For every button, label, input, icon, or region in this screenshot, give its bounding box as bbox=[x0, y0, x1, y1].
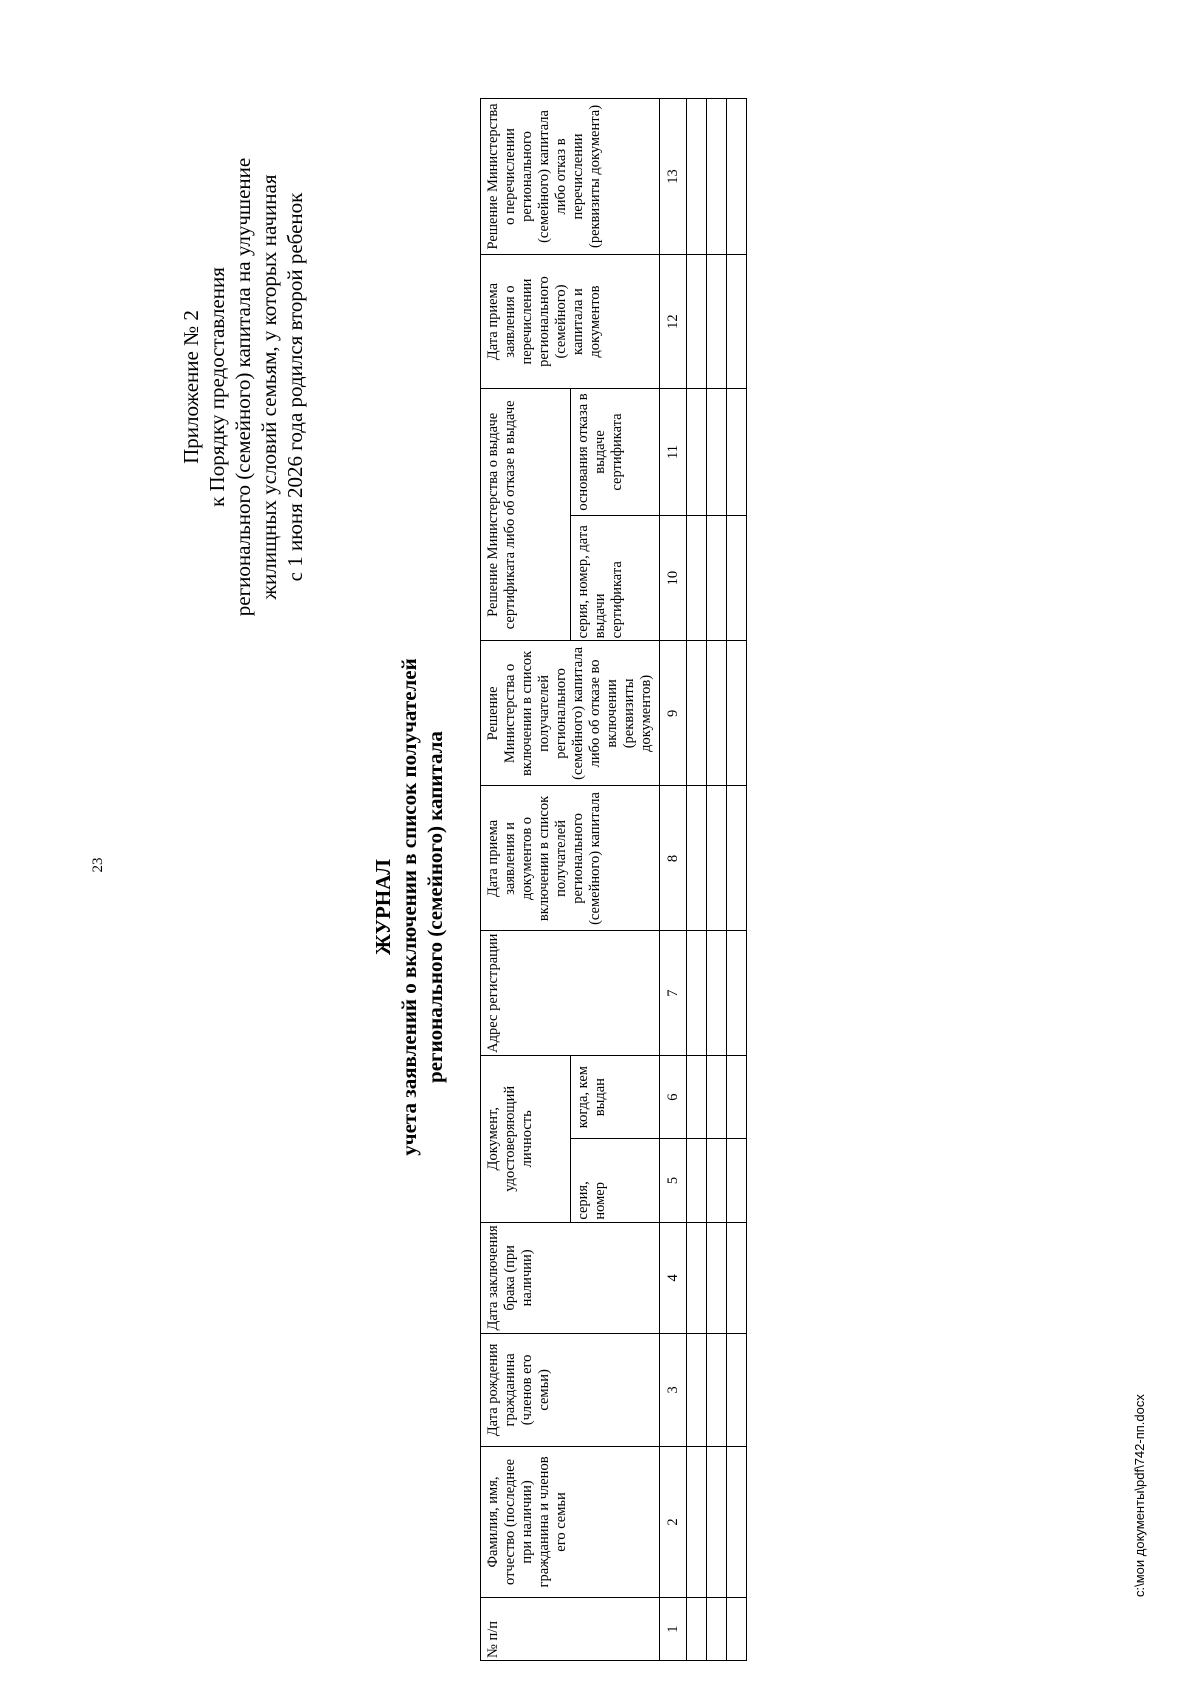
table-cell bbox=[687, 1446, 707, 1598]
table-cell bbox=[687, 1222, 707, 1333]
header-cell-birth-date: Дата рождения гражданина (членов его семьи) bbox=[481, 1334, 660, 1447]
journal-subtitle-line: регионального (семейного) капитала bbox=[423, 731, 447, 1083]
table-cell bbox=[707, 1334, 727, 1447]
column-number: 12 bbox=[660, 254, 687, 388]
table-cell bbox=[727, 641, 747, 786]
header-cell-marriage-date: Дата заключения брака (при наличии) bbox=[481, 1222, 660, 1333]
header-cell-identity-document: Документ, удостоверяющий личность bbox=[481, 1055, 571, 1222]
journal-title: ЖУРНАЛ bbox=[371, 859, 395, 955]
table-cell bbox=[687, 99, 707, 255]
table-cell bbox=[707, 786, 727, 931]
header-cell-full-name: Фамилия, имя, отчество (последнее при наличии) гражданина и членов его семьи bbox=[481, 1446, 660, 1598]
appendix-line: с 1 июня 2026 года родился второй ребенок bbox=[283, 192, 307, 582]
column-number: 9 bbox=[660, 641, 687, 786]
table-cell bbox=[687, 1055, 707, 1138]
table-cell bbox=[727, 786, 747, 931]
table-row bbox=[687, 99, 707, 1661]
table-cell bbox=[687, 389, 707, 516]
table-cell bbox=[727, 1222, 747, 1333]
header-cell-certificate-details: серия, номер, дата выдачи сертификата bbox=[570, 515, 660, 641]
table-cell bbox=[707, 99, 727, 255]
column-number: 11 bbox=[660, 389, 687, 516]
table-cell bbox=[707, 1222, 727, 1333]
journal-table bbox=[480, 98, 747, 1661]
table-cell bbox=[727, 389, 747, 516]
table-cell bbox=[707, 641, 727, 786]
table-cell bbox=[727, 1598, 747, 1661]
header-cell-certificate-decision: Решение Министерства о выдаче сертификата либо об отказе в выдаче bbox=[481, 389, 571, 641]
column-number: 13 bbox=[660, 99, 687, 255]
header-cell-inclusion-decision: Решение Министерства о включении в список получателей регионального (семейного) капитала либо об отказе во включении (реквизиты документов) bbox=[481, 641, 660, 786]
header-cell-transfer-decision: Решение Министерства о перечислении регионального (семейного) капитала либо отказ в перечислении (реквизиты документа) bbox=[481, 99, 660, 255]
table-cell bbox=[687, 1334, 707, 1447]
table-cell bbox=[727, 1334, 747, 1447]
table-row bbox=[707, 99, 727, 1661]
appendix-line: к Порядку предоставления bbox=[205, 267, 229, 507]
table-cell bbox=[687, 1598, 707, 1661]
header-cell-registration-address: Адрес регистрации bbox=[481, 931, 660, 1055]
header-cell-transfer-application-date: Дата приема заявления о перечислении регионального (семейного) капитала и документов bbox=[481, 254, 660, 388]
table-cell bbox=[707, 1598, 727, 1661]
column-number: 8 bbox=[660, 786, 687, 931]
header-row-1 bbox=[481, 99, 571, 1661]
table-cell bbox=[727, 1139, 747, 1222]
table-cell bbox=[707, 254, 727, 388]
column-number-row bbox=[660, 99, 687, 1661]
table-cell bbox=[707, 1139, 727, 1222]
table-cell bbox=[687, 786, 707, 931]
table-cell bbox=[707, 515, 727, 641]
table-cell bbox=[687, 254, 707, 388]
column-number: 10 bbox=[660, 515, 687, 641]
table-cell bbox=[707, 1446, 727, 1598]
table-cell bbox=[727, 99, 747, 255]
table-cell bbox=[707, 1055, 727, 1138]
table-row bbox=[727, 99, 747, 1661]
page-number: 23 bbox=[90, 857, 106, 873]
appendix-header bbox=[178, 57, 308, 717]
header-cell-doc-series-number: серия, номер bbox=[570, 1139, 660, 1222]
table-cell bbox=[727, 931, 747, 1055]
table-cell bbox=[687, 515, 707, 641]
column-number: 5 bbox=[660, 1139, 687, 1222]
column-number: 3 bbox=[660, 1334, 687, 1447]
appendix-line: Приложение № 2 bbox=[179, 310, 203, 464]
column-number: 7 bbox=[660, 931, 687, 1055]
header-cell-application-date: Дата приема заявления и документов о включении в список получателей регионального (семейного) капитала bbox=[481, 786, 660, 931]
column-number: 6 bbox=[660, 1055, 687, 1138]
table-cell bbox=[727, 1055, 747, 1138]
appendix-line: регионального (семейного) капитала на улучшение bbox=[231, 157, 255, 617]
column-number: 4 bbox=[660, 1222, 687, 1333]
table-cell bbox=[727, 515, 747, 641]
table-cell bbox=[707, 931, 727, 1055]
table-cell bbox=[687, 1139, 707, 1222]
table-cell bbox=[687, 641, 707, 786]
column-number: 1 bbox=[660, 1598, 687, 1661]
header-cell-doc-issued-by: когда, кем выдан bbox=[570, 1055, 660, 1138]
table-cell bbox=[707, 389, 727, 516]
table-cell bbox=[687, 931, 707, 1055]
header-cell-refusal-grounds: основания отказа в выдаче сертификата bbox=[570, 389, 660, 516]
journal-title-block bbox=[370, 367, 448, 1447]
appendix-line: жилищных условий семьям, у которых начиная bbox=[257, 174, 281, 600]
file-path-footer: c:\мои документы\pdf\742-пп.docx bbox=[1132, 1394, 1147, 1597]
table-cell bbox=[727, 254, 747, 388]
table-cell bbox=[727, 1446, 747, 1598]
journal-subtitle-line: учета заявлений о включении в список получателей bbox=[397, 658, 421, 1156]
header-cell-number: № п/п bbox=[481, 1598, 660, 1661]
column-number: 2 bbox=[660, 1446, 687, 1598]
